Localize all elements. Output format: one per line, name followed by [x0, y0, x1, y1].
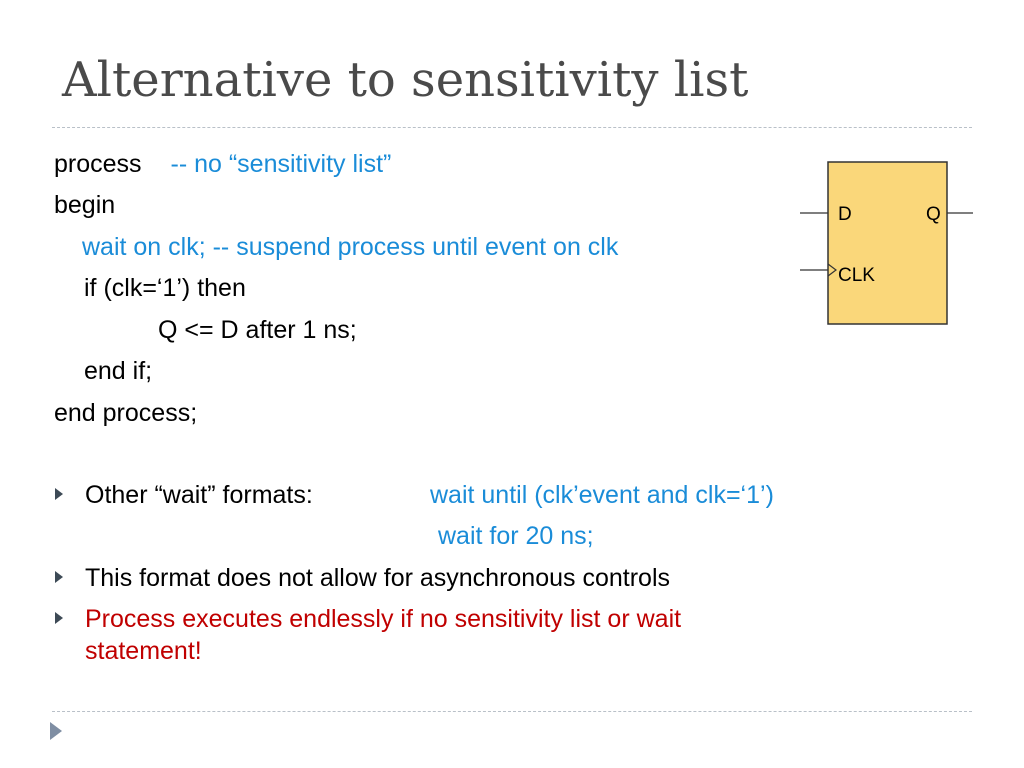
code-line-end-if: end if; [84, 357, 153, 385]
footer-divider [52, 711, 972, 712]
bullet-arrow-icon [55, 612, 63, 624]
slide-title: Alternative to sensitivity list [62, 52, 749, 108]
code-line-wait-on-clk: wait on clk; -- suspend process until event on clk [82, 233, 619, 261]
code-comment-no-sensitivity-list: -- no “sensitivity list” [170, 150, 392, 178]
code-keyword-process: process [54, 150, 142, 178]
code-line-begin: begin [54, 191, 116, 219]
bullet-wait-formats-label: Other “wait” formats: [85, 481, 313, 509]
code-line-if: if (clk=‘1’) then [84, 274, 246, 302]
code-line-process [54, 149, 391, 179]
bullet-async-controls: This format does not allow for asynchronous controls [85, 564, 670, 592]
bullet-wait-for-code: wait for 20 ns; [438, 522, 594, 550]
flip-flop-diagram [800, 160, 975, 326]
code-line-assignment: Q <= D after 1 ns; [158, 316, 357, 344]
slide-nav-arrow-icon[interactable] [50, 722, 62, 740]
bullet-wait-until-code: wait until (clk’event and clk=‘1’) [430, 481, 774, 509]
bullet-arrow-icon [55, 571, 63, 583]
bullet-endless-line2: statement! [85, 637, 202, 665]
flip-flop-shape [800, 160, 975, 326]
flip-flop-q-label: Q [926, 204, 941, 225]
bullet-endless-line1: Process executes endlessly if no sensitivity list or wait [85, 605, 682, 633]
code-line-end-process: end process; [54, 399, 198, 427]
title-divider [52, 127, 972, 128]
flip-flop-clk-label: CLK [838, 265, 875, 286]
bullet-arrow-icon [55, 488, 63, 500]
flip-flop-d-label: D [838, 204, 852, 225]
